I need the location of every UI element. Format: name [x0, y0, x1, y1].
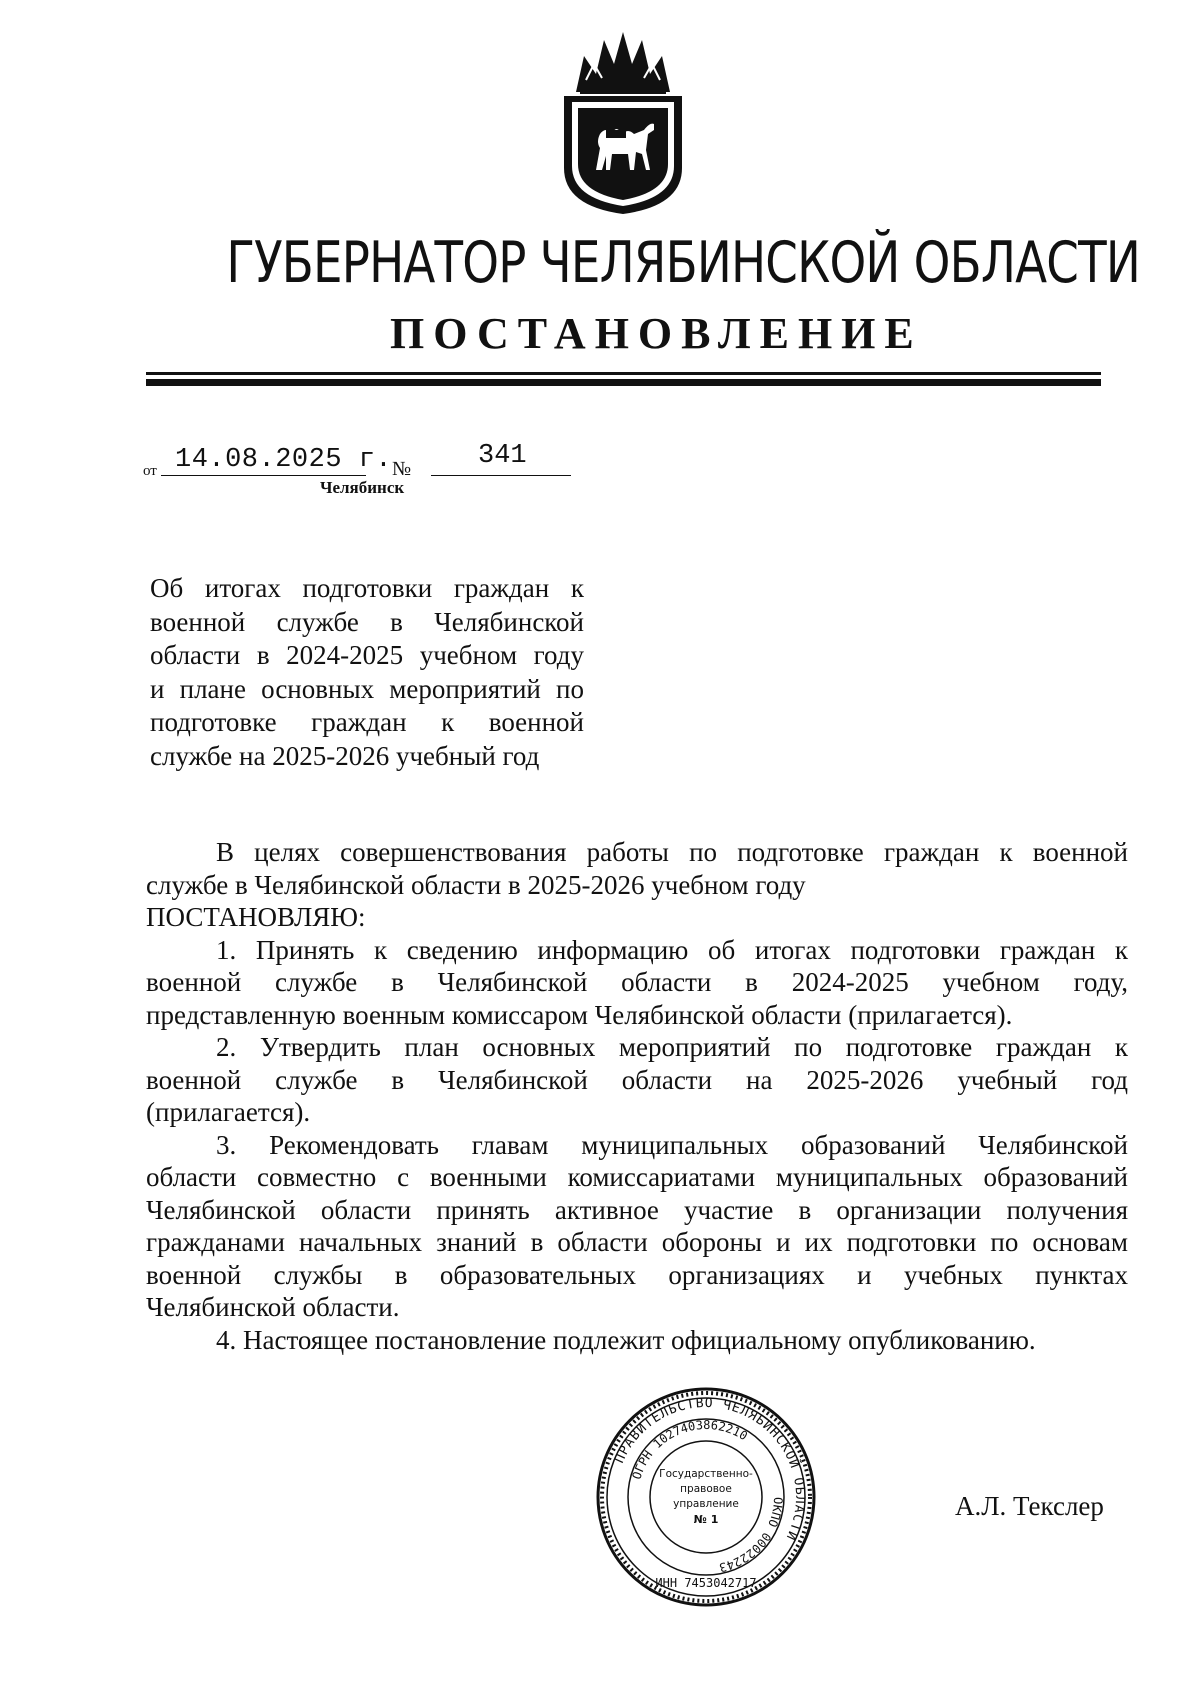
seal-center-line: правовое [680, 1483, 732, 1495]
seal-center-line: № 1 [693, 1513, 719, 1526]
date-underline [161, 475, 366, 476]
signatory-name: А.Л. Текслер [955, 1491, 1104, 1521]
issuing-authority-title: ГУБЕРНАТОР ЧЕЛЯБИНСКОЙ ОБЛАСТИ [226, 230, 1141, 296]
seal-center-line: управление [673, 1498, 739, 1510]
document-date: 14.08.2025 г. [175, 445, 393, 475]
subject-line: военной службе в Челябинской [150, 606, 584, 637]
clause-line: 1. Принять к сведению информацию об итогах подготовки граждан к [216, 934, 1128, 965]
clause-line: военной службы в образовательных организациях и учебных пунктах [146, 1259, 1128, 1290]
header-rule-thick [146, 379, 1101, 386]
number-underline [431, 475, 571, 476]
date-prefix: от [143, 463, 157, 479]
clause-line: гражданами начальных знаний в области обороны и их подготовки по основам [146, 1227, 1128, 1257]
seal-ogrn-text: ОГРН 1027403862210 [629, 1417, 751, 1482]
clause-line: (прилагается). [146, 1097, 311, 1127]
seal-outer-text: ПРАВИТЕЛЬСТВО ЧЕЛЯБИНСКОЙ ОБЛАСТИ [612, 1395, 808, 1543]
document-type-title: ПОСТАНОВЛЕНИЕ [390, 309, 923, 358]
clause-line: Челябинской области принять активное участие в организации получения [146, 1194, 1128, 1225]
subject-line: области в 2024-2025 учебном году [150, 640, 584, 671]
seal-inn-text: ИНН 7453042717 [655, 1576, 757, 1590]
subject-line: Об итогах подготовки граждан к [150, 573, 584, 603]
document-body [146, 836, 1128, 1356]
clause-line: Челябинской области. [146, 1292, 400, 1322]
subject-line: подготовке граждан к военной [150, 707, 584, 738]
clause-line: 4. Настоящее постановление подлежит официальному опубликованию. [216, 1324, 1036, 1355]
clause-line: области совместно с военными комиссариатами муниципальных образований [146, 1162, 1128, 1192]
seal-okpo-text: ОКПО 00022243 [717, 1496, 786, 1575]
seal-center-line: Государственно- [659, 1468, 753, 1480]
resolve-heading: ПОСТАНОВЛЯЮ: [146, 902, 366, 932]
number-prefix: № [392, 458, 412, 480]
clause-line: военной службе в Челябинской области в 2024-2025 учебном году, [146, 967, 1128, 997]
clause-line: 2. Утвердить план основных мероприятий по подготовке граждан к [216, 1032, 1128, 1062]
subject-line: службе на 2025-2026 учебный год [150, 740, 540, 771]
clause-line: 3. Рекомендовать главам муниципальных образований Челябинской [216, 1129, 1128, 1160]
chelyabinsk-coat-of-arms-icon [556, 30, 690, 216]
document-subject [150, 572, 584, 774]
preamble-line: службе в Челябинской области в 2025-2026 учебном году [146, 869, 806, 900]
document-number: 341 [478, 441, 527, 471]
clause-line: военной службе в Челябинской области на 2025-2026 учебный год [146, 1064, 1128, 1095]
official-seal [594, 1385, 818, 1609]
preamble-line: В целях совершенствования работы по подготовке граждан к военной [216, 837, 1128, 867]
header-rule-thin [146, 372, 1101, 375]
subject-line: и плане основных мероприятий по [150, 673, 584, 704]
issue-city: Челябинск [320, 478, 405, 497]
clause-line: представленную военным комиссаром Челябинской области (прилагается). [146, 999, 1013, 1030]
